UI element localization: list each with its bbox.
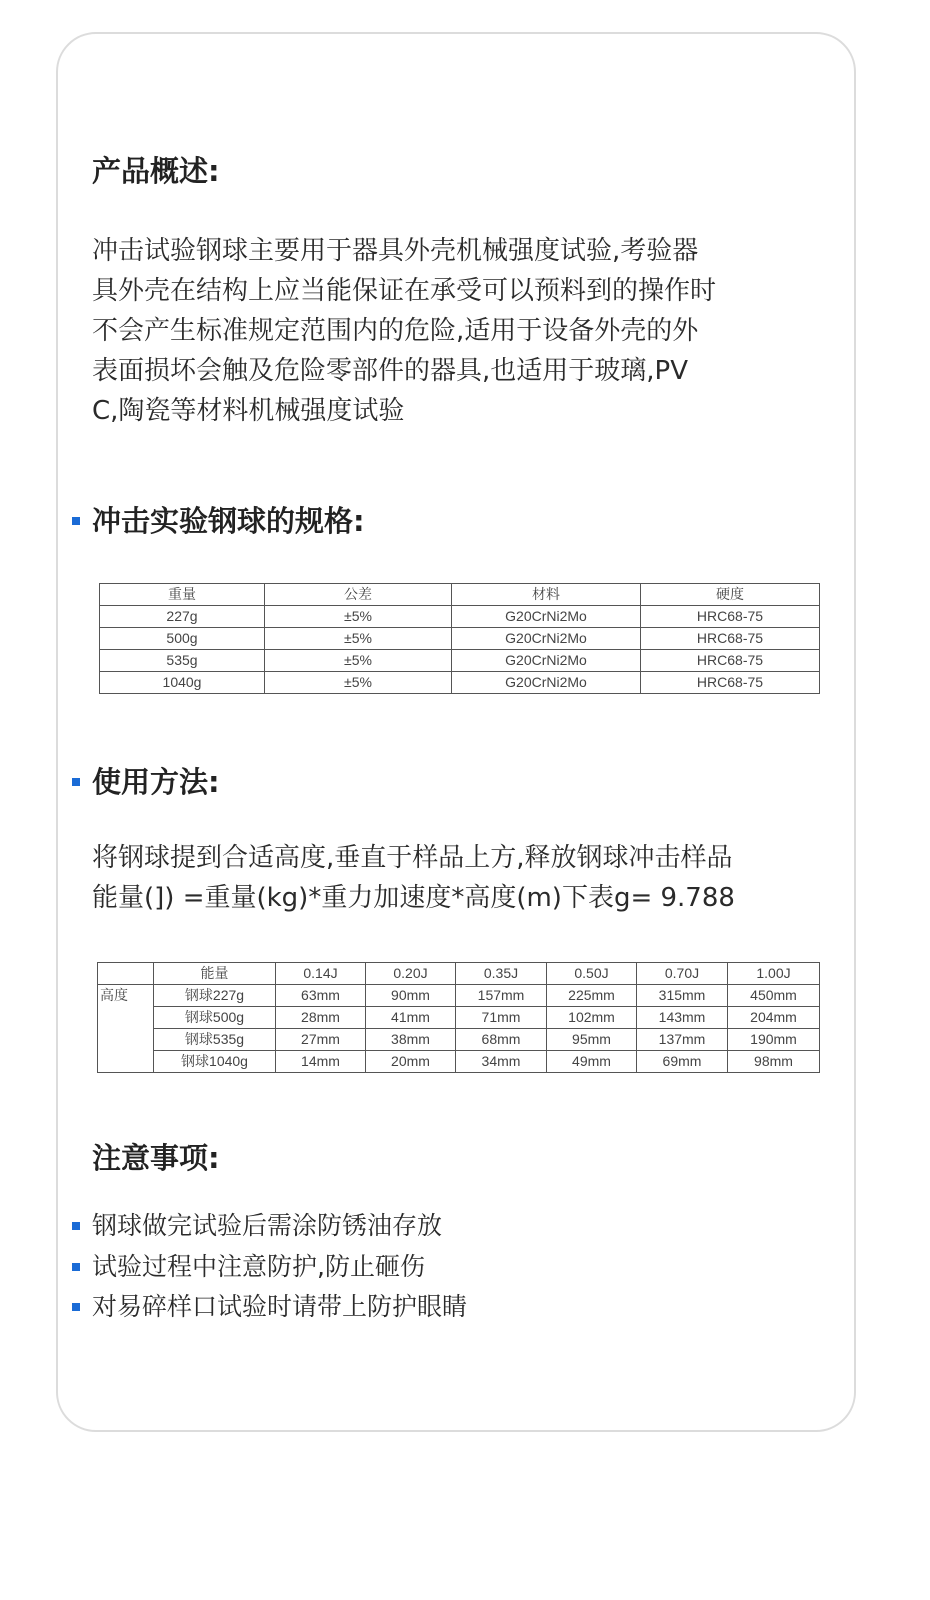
table-row (98, 1029, 820, 1051)
table-cell: 450mm (728, 985, 820, 1007)
spec-header-cell: 公差 (265, 584, 452, 606)
usage-title: 使用方法: (92, 765, 220, 799)
table-row (98, 1051, 820, 1073)
energy-header-row (98, 963, 820, 985)
table-cell: HRC68-75 (641, 650, 820, 672)
table-cell: 1040g (100, 672, 265, 694)
table-cell: 315mm (637, 985, 728, 1007)
table-cell: ±5% (265, 628, 452, 650)
table-cell: 63mm (276, 985, 366, 1007)
note-bullet (72, 1222, 80, 1230)
overview-line: 冲击试验钢球主要用于器具外壳机械强度试验,考验器 (92, 236, 699, 266)
usage-paragraph (92, 838, 735, 918)
table-cell: 27mm (276, 1029, 366, 1051)
table-cell: 137mm (637, 1029, 728, 1051)
table-cell: 41mm (366, 1007, 456, 1029)
spec-header-row (100, 584, 820, 606)
table-row (100, 628, 820, 650)
table-row (98, 985, 820, 1007)
table-cell: 204mm (728, 1007, 820, 1029)
height-row-label: 高度 (98, 985, 154, 1073)
table-cell: ±5% (265, 672, 452, 694)
table-cell: 38mm (366, 1029, 456, 1051)
spec-title: 冲击实验钢球的规格: (92, 504, 365, 538)
spec-table (99, 583, 820, 694)
note-bullet (72, 1263, 80, 1271)
energy-header-cell: 能量 (154, 963, 276, 985)
spec-header-cell: 硬度 (641, 584, 820, 606)
table-cell: 90mm (366, 985, 456, 1007)
table-cell: 500g (100, 628, 265, 650)
table-cell: 钢球227g (154, 985, 276, 1007)
table-cell: G20CrNi2Mo (452, 650, 641, 672)
table-cell: HRC68-75 (641, 606, 820, 628)
table-cell: ±5% (265, 650, 452, 672)
usage-line: 将钢球提到合适高度,垂直于样品上方,释放钢球冲击样品 (92, 843, 733, 873)
overview-line: 不会产生标准规定范围内的危险,适用于设备外壳的外 (92, 316, 699, 346)
table-cell: 71mm (456, 1007, 547, 1029)
table-cell: 钢球500g (154, 1007, 276, 1029)
table-cell: 49mm (547, 1051, 637, 1073)
energy-table (97, 962, 820, 1073)
table-cell: 69mm (637, 1051, 728, 1073)
table-cell: 钢球535g (154, 1029, 276, 1051)
table-cell: HRC68-75 (641, 672, 820, 694)
overview-paragraph (92, 231, 716, 431)
overview-line: 表面损坏会触及危险零部件的器具,也适用于玻璃,PV (92, 356, 688, 386)
table-cell: 227g (100, 606, 265, 628)
spec-header-cell: 材料 (452, 584, 641, 606)
energy-header-cell: 0.35J (456, 963, 547, 985)
table-cell: 102mm (547, 1007, 637, 1029)
table-row (100, 672, 820, 694)
section-bullet (72, 517, 80, 525)
overview-line: C,陶瓷等材料机械强度试验 (92, 396, 405, 426)
energy-corner-cell (98, 963, 154, 985)
note-item: 试验过程中注意防护,防止砸伤 (92, 1252, 425, 1281)
table-row (98, 1007, 820, 1029)
section-bullet (72, 778, 80, 786)
energy-header-cell: 0.20J (366, 963, 456, 985)
energy-header-cell: 0.70J (637, 963, 728, 985)
table-cell: 钢球1040g (154, 1051, 276, 1073)
table-row (100, 606, 820, 628)
table-cell: 98mm (728, 1051, 820, 1073)
table-row (100, 650, 820, 672)
overview-line: 具外壳在结构上应当能保证在承受可以预料到的操作时 (92, 276, 717, 306)
energy-header-cell: 0.50J (547, 963, 637, 985)
energy-header-cell: 0.14J (276, 963, 366, 985)
spec-header-cell: 重量 (100, 584, 265, 606)
usage-line: 能量(]) =重量(kg)*重力加速度*高度(m)下表g= 9.788 (92, 883, 735, 913)
table-cell: HRC68-75 (641, 628, 820, 650)
table-cell: 143mm (637, 1007, 728, 1029)
table-cell: G20CrNi2Mo (452, 672, 641, 694)
table-cell: 34mm (456, 1051, 547, 1073)
overview-title: 产品概述: (92, 154, 220, 188)
table-cell: 14mm (276, 1051, 366, 1073)
table-cell: 68mm (456, 1029, 547, 1051)
table-cell: 95mm (547, 1029, 637, 1051)
table-cell: 157mm (456, 985, 547, 1007)
table-cell: G20CrNi2Mo (452, 628, 641, 650)
note-item: 对易碎样口试验时请带上防护眼睛 (92, 1292, 468, 1321)
note-bullet (72, 1303, 80, 1311)
energy-header-cell: 1.00J (728, 963, 820, 985)
table-cell: ±5% (265, 606, 452, 628)
table-cell: 28mm (276, 1007, 366, 1029)
table-cell: 225mm (547, 985, 637, 1007)
notes-title: 注意事项: (92, 1141, 220, 1175)
table-cell: 535g (100, 650, 265, 672)
table-cell: 20mm (366, 1051, 456, 1073)
table-cell: G20CrNi2Mo (452, 606, 641, 628)
note-item: 钢球做完试验后需涂防锈油存放 (92, 1211, 443, 1240)
table-cell: 190mm (728, 1029, 820, 1051)
